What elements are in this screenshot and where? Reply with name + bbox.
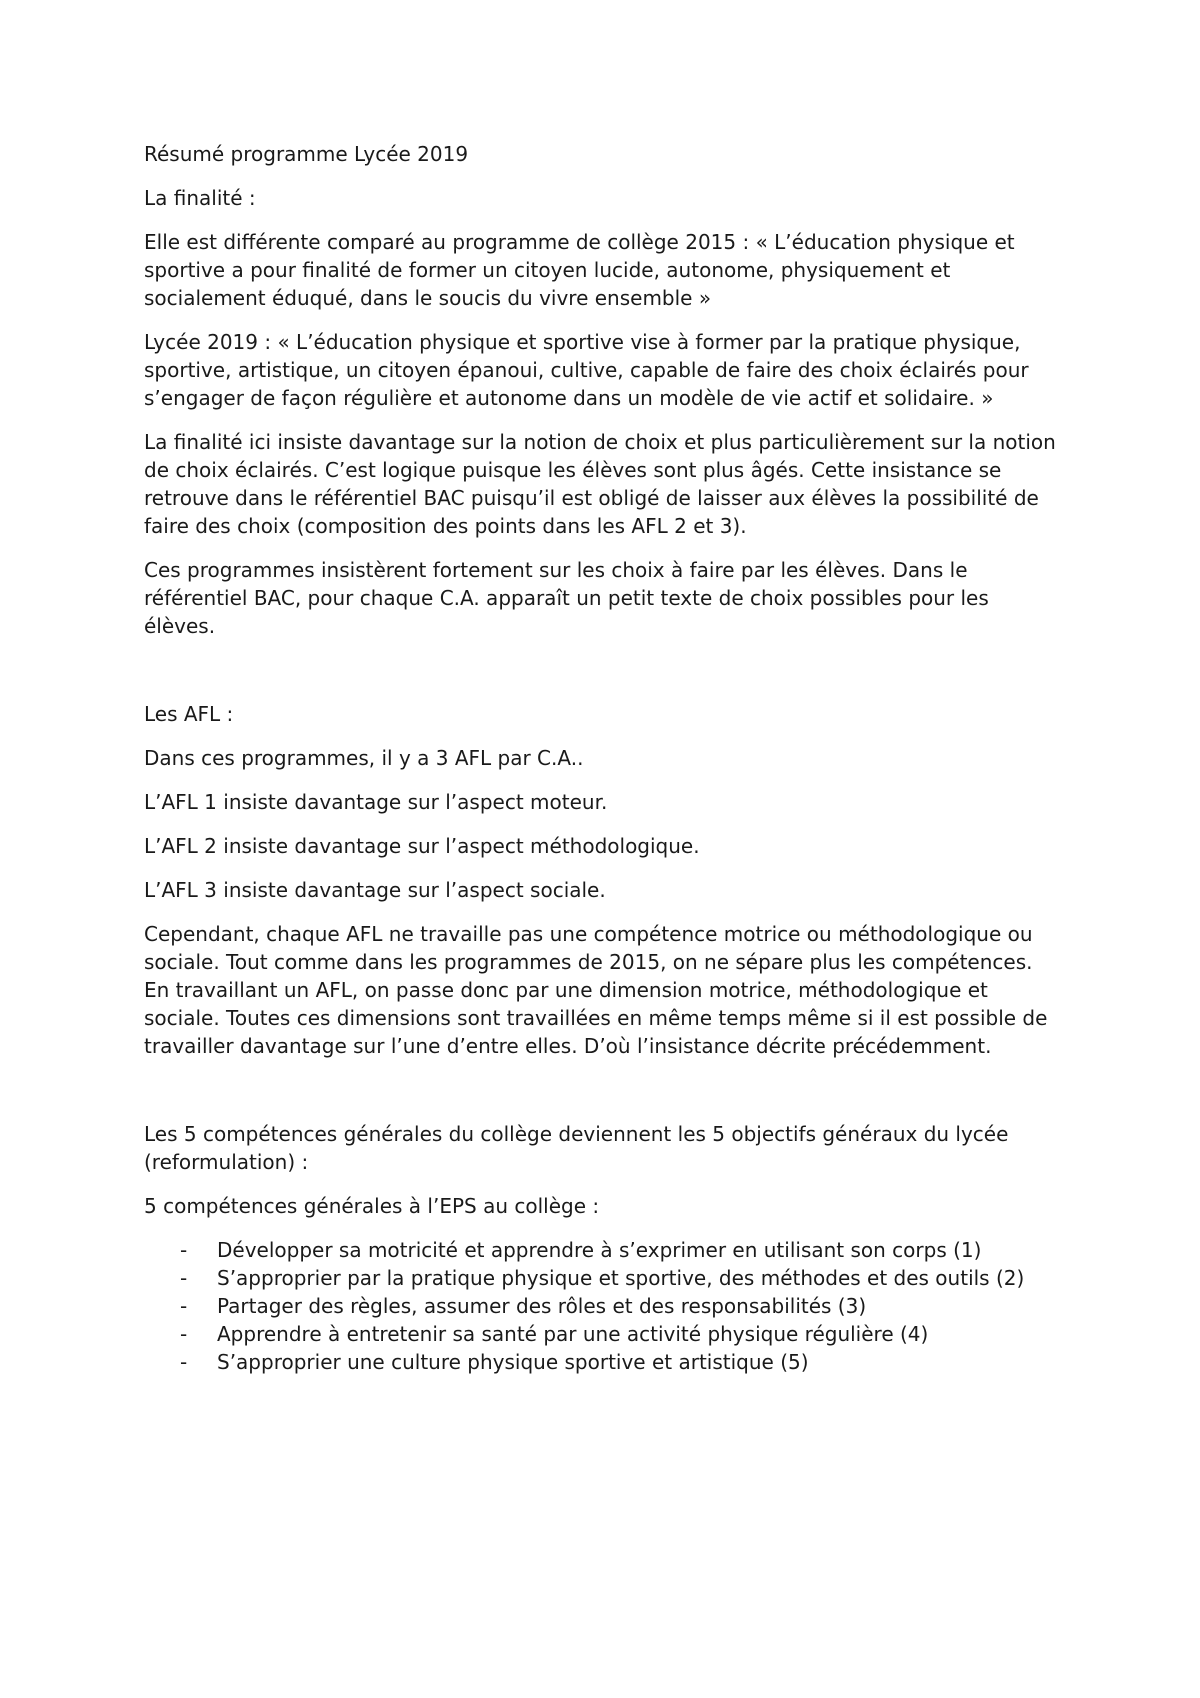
list-item-text: Apprendre à entretenir sa santé par une activité physique régulière (4) [217,1322,929,1346]
bullet-dash: - [180,1294,188,1318]
afl-1-line: L’AFL 1 insiste davantage sur l’aspect moteur. [144,790,608,814]
competences-heading: 5 compétences générales à l’EPS au collège : [144,1194,600,1218]
afl-heading: Les AFL : [144,702,234,726]
paragraph-lycee: Lycée 2019 : « L’éducation physique et sportive vise à former par la pratique physique, sportive, artistique, un citoyen épanoui, cultive, capable de faire des choix éclairés pour s’engager de façon régulière et autonome dans un modèle de vie actif et solidaire. » [144,330,1029,410]
bullet-dash: - [180,1350,188,1374]
list-item [144,1320,1064,1348]
section-spacer [144,656,1064,700]
afl-2-line: L’AFL 2 insiste davantage sur l’aspect méthodologique. [144,834,700,858]
afl-3-line: L’AFL 3 insiste davantage sur l’aspect sociale. [144,878,606,902]
list-item [144,1348,1064,1376]
bullet-dash: - [180,1322,188,1346]
list-item [144,1236,1064,1264]
list-item-text: Développer sa motricité et apprendre à s’exprimer en utilisant son corps (1) [217,1238,982,1262]
list-item [144,1292,1064,1320]
competences-list [144,1236,1064,1376]
bullet-dash: - [180,1266,188,1290]
paragraph-choix: La finalité ici insiste davantage sur la notion de choix et plus particulièrement sur la notion de choix éclairés. C’est logique puisque les élèves sont plus âgés. Cette insistance se retrouve dans le référentiel BAC puisqu’il est obligé de laisser aux élèves la possibilité de faire des choix (composition des points dans les AFL 2 et 3). [144,430,1056,538]
paragraph-cependant: Cependant, chaque AFL ne travaille pas une compétence motrice ou méthodologique ou sociale. Tout comme dans les programmes de 2015, on ne sépare plus les compétences. En travaillant un AFL, on passe donc par une dimension motrice, méthodologique et sociale. Toutes ces dimensions sont travaillées en même temps même si il est possible de travailler davantage sur l’une d’entre elles. D’où l’insistance décrite précédemment. [144,922,1048,1058]
finalite-heading: La finalité : [144,186,256,210]
document-page [144,140,1064,1376]
paragraph-programmes: Ces programmes insistèrent fortement sur les choix à faire par les élèves. Dans le référentiel BAC, pour chaque C.A. apparaît un petit texte de choix possibles pour les élèves. [144,558,989,638]
document-title: Résumé programme Lycée 2019 [144,142,469,166]
section-spacer [144,1076,1064,1120]
bullet-dash: - [180,1238,188,1262]
list-item-text: Partager des règles, assumer des rôles et des responsabilités (3) [217,1294,867,1318]
paragraph-college: Elle est différente comparé au programme de collège 2015 : « L’éducation physique et sportive a pour finalité de former un citoyen lucide, autonome, physiquement et socialement éduqué, dans le soucis du vivre ensemble » [144,230,1015,310]
afl-intro: Dans ces programmes, il y a 3 AFL par C.A.. [144,746,584,770]
competences-intro: Les 5 compétences générales du collège deviennent les 5 objectifs généraux du lycée (reformulation) : [144,1122,1009,1174]
list-item-text: S’approprier une culture physique sportive et artistique (5) [217,1350,809,1374]
list-item [144,1264,1064,1292]
list-item-text: S’approprier par la pratique physique et sportive, des méthodes et des outils (2) [217,1266,1025,1290]
